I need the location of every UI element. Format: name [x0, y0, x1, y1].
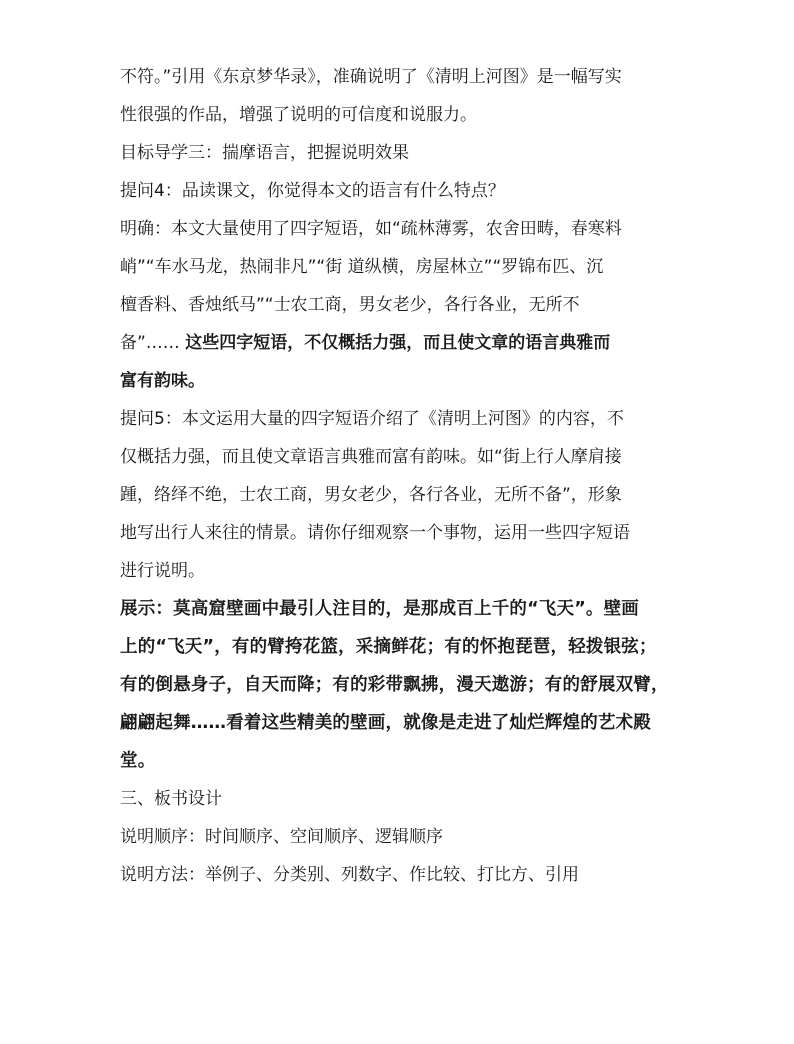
showcase-paragraph: [120, 590, 680, 780]
text-line: 檀香料、香烛纸马”“士农工商，男女老少，各行各业，无所不: [120, 295, 580, 315]
section-heading-board: 三、板书设计: [120, 789, 222, 809]
paragraph-citation: [120, 58, 680, 134]
document-page: [120, 58, 680, 894]
text-line: 不符。”引用《东京梦华录》，准确说明了《清明上河图》是一幅写实: [120, 67, 622, 87]
question-5: [120, 400, 680, 590]
question-4: 提问4：品读课文，你觉得本文的语言有什么特点？: [120, 181, 505, 201]
text-line: 展示：莫高窟壁画中最引人注目的，是那成百上千的“飞天”。壁画: [120, 599, 640, 619]
answer-4: [120, 210, 680, 400]
text-line: 上的“飞天”，有的臂挎花篮，采摘鲜花；有的怀抱琵琶，轻拨银弦；: [120, 637, 657, 657]
text-line: [120, 324, 680, 362]
board-methods: 说明方法：举例子、分类别、列数字、作比较、打比方、引用: [120, 865, 579, 885]
text-line: 踵，络绎不绝，士农工商，男女老少，各行各业，无所不备”，形象: [120, 485, 622, 505]
board-order: 说明顺序：时间顺序、空间顺序、逻辑顺序: [120, 827, 443, 847]
answer-4-conclusion: 这些四字短语，不仅概括力强，而且使文章的语言典雅而: [185, 333, 611, 353]
text-line: 提问5：本文运用大量的四字短语介绍了《清明上河图》的内容，不: [120, 409, 624, 429]
section-heading-target3: 目标导学三：揣摩语言，把握说明效果: [120, 143, 409, 163]
answer-4-prefix: 备”……: [120, 333, 186, 353]
text-line: 性很强的作品，增强了说明的可信度和说服力。: [120, 105, 477, 125]
text-line: 明确：本文大量使用了四字短语，如“疏林薄雾，农舍田畴，春寒料: [120, 219, 622, 239]
text-line: 堂。: [120, 751, 156, 771]
text-line: 峭”“车水马龙，热闹非凡”“街 道纵横，房屋林立”“罗锦布匹、沉: [120, 257, 604, 277]
text-line: 有的倒悬身子，自天而降；有的彩带飘拂，漫天遨游；有的舒展双臂，: [120, 675, 669, 695]
text-line: 地写出行人来往的情景。请你仔细观察一个事物，运用一些四字短语: [120, 523, 630, 543]
text-line: 翩翩起舞……看着这些精美的壁画，就像是走进了灿烂辉煌的艺术殿: [120, 713, 651, 733]
text-line: 仅概括力强，而且使文章语言典雅而富有韵味。如“街上行人摩肩接: [120, 447, 622, 467]
text-line: 进行说明。: [120, 561, 205, 581]
answer-4-conclusion-tail: 富有韵味。: [120, 371, 205, 391]
